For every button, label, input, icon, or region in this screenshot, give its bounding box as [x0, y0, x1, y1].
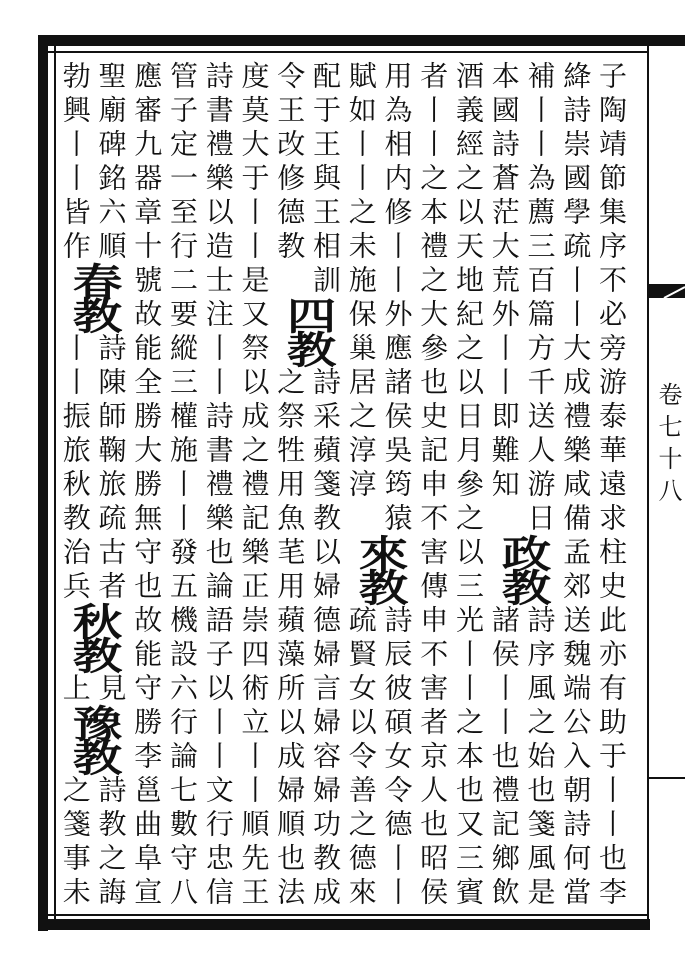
annotation-line-right: 詩辰彼碩女令德丨丨: [380, 605, 414, 911]
annotation-line-right: 管子定一至行二要縱三權施丨丨發五機設六行論七數守八: [166, 61, 199, 911]
annotation-segment: [272, 364, 344, 911]
annotation-segment: [486, 602, 558, 911]
entry-heading-text: 政教: [493, 534, 552, 602]
annotation-line-right: 補丨丨為薦三百篇方千送人游日: [523, 61, 557, 537]
annotation-line-right: 度莫大于丨丨是又祭以成之禮記樂正崇四術立丨丨順先王: [237, 61, 271, 911]
frame-border-left: [38, 35, 48, 931]
text-column: [343, 58, 415, 911]
text-column: [200, 58, 272, 911]
fold-margin-line: [648, 777, 685, 779]
text-column: [486, 58, 558, 911]
frame-rule-right: [647, 46, 649, 919]
annotation-segment: [558, 58, 630, 911]
annotation-segment: [343, 602, 415, 911]
annotation-line-left: 疏賢女以令善之德來: [344, 605, 378, 911]
annotation-line-left: 絳詩崇國學疏丨丨大成禮樂咸備孟郊送魏端公入朝詩何當: [559, 61, 593, 911]
entry-heading-text: 豫教: [64, 704, 123, 772]
annotation-segment: [486, 58, 558, 537]
annotation-line-left: 應審九器章十號故能全勝大勝無守也故能守勝李邕曲阜宣: [130, 61, 164, 911]
frame-inner-line-top: [48, 51, 648, 53]
annotation-line-right: 配于王與王相訓: [309, 61, 342, 299]
entry-heading: [57, 704, 129, 772]
annotation-line-right: 酒義經之以天地紀之以日月參之以三光丨丨之本也又三賓: [452, 61, 485, 911]
annotation-line-left: 賦如丨丨之未施保巢居之淳淳: [344, 61, 378, 503]
annotation-line-left: 令王改修德教: [273, 61, 307, 265]
annotation-line-right: 詩采蘋箋教以婦德婦言婦容婦功教成: [309, 367, 342, 911]
annotation-line-right: 詩教之誨: [94, 775, 128, 911]
annotation-line-right: 用為相内修丨丨外應諸侯吳筠猿: [380, 61, 414, 537]
entry-heading-text: 秋教: [64, 602, 123, 670]
entry-heading-text: 來教: [350, 534, 409, 602]
annotation-line-left: 勃興丨丨皆作: [58, 61, 92, 265]
annotation-segment: [343, 58, 415, 537]
text-block: [57, 58, 629, 911]
frame-inner-line-bottom: [48, 914, 648, 916]
annotation-line-left: 詩書禮樂以造士注丨丨詩書禮樂也論語子以丨丨文行忠信: [201, 61, 235, 911]
annotation-segment: [57, 772, 129, 911]
text-column: [272, 58, 344, 911]
text-column: [415, 58, 487, 911]
frame-border-top: [38, 35, 685, 46]
annotation-line-left: 本國詩蒼茫大荒外丨丨即難知: [487, 61, 521, 503]
entry-heading: [486, 534, 558, 602]
annotation-line-left: 之箋事未: [58, 775, 92, 911]
text-column: [558, 58, 630, 911]
annotation-segment: [200, 58, 272, 911]
entry-heading-text: 四教: [278, 296, 338, 364]
annotation-line-left: 上: [58, 673, 92, 707]
text-column: [57, 58, 129, 911]
annotation-line-left: 之祭牲用魚芼用蘋藻所以成婦順也法: [273, 367, 307, 911]
annotation-line-right: 子陶靖節集序不必旁游泰華遠求柱史此亦有助于丨丨也李: [595, 61, 628, 911]
frame-border-bottom: [38, 919, 650, 930]
annotation-line-right: 詩序風之始也箋風是: [523, 605, 557, 911]
annotation-line-right: 見: [94, 673, 128, 707]
frame-inner-line-left: [54, 46, 56, 919]
annotation-segment: [57, 58, 129, 265]
annotation-segment: [57, 330, 129, 605]
annotation-segment: [272, 58, 344, 299]
annotation-segment: [57, 670, 129, 707]
entry-heading: [57, 262, 129, 330]
entry-heading: [343, 534, 415, 602]
fish-tail-mark: [648, 282, 685, 300]
annotation-line-right: 聖廟碑銘六順: [94, 61, 128, 265]
annotation-segment: [415, 58, 487, 911]
annotation-line-left: 者丨丨之本禮之大參也史記申不害傳申不害者京人也昭侯: [416, 61, 450, 911]
volume-label: 卷七十八: [654, 382, 682, 510]
annotation-segment: [129, 58, 201, 911]
entry-heading: [57, 602, 129, 670]
text-column: [129, 58, 201, 911]
entry-heading: [272, 296, 344, 364]
annotation-line-left: 諸侯丨丨也禮記鄉飲: [487, 605, 521, 911]
entry-heading-text: 春教: [64, 262, 123, 330]
annotation-line-right: 詩陳師鞠旅疏古者: [94, 333, 128, 605]
annotation-line-left: 丨丨振旅秋教治兵: [58, 333, 92, 605]
